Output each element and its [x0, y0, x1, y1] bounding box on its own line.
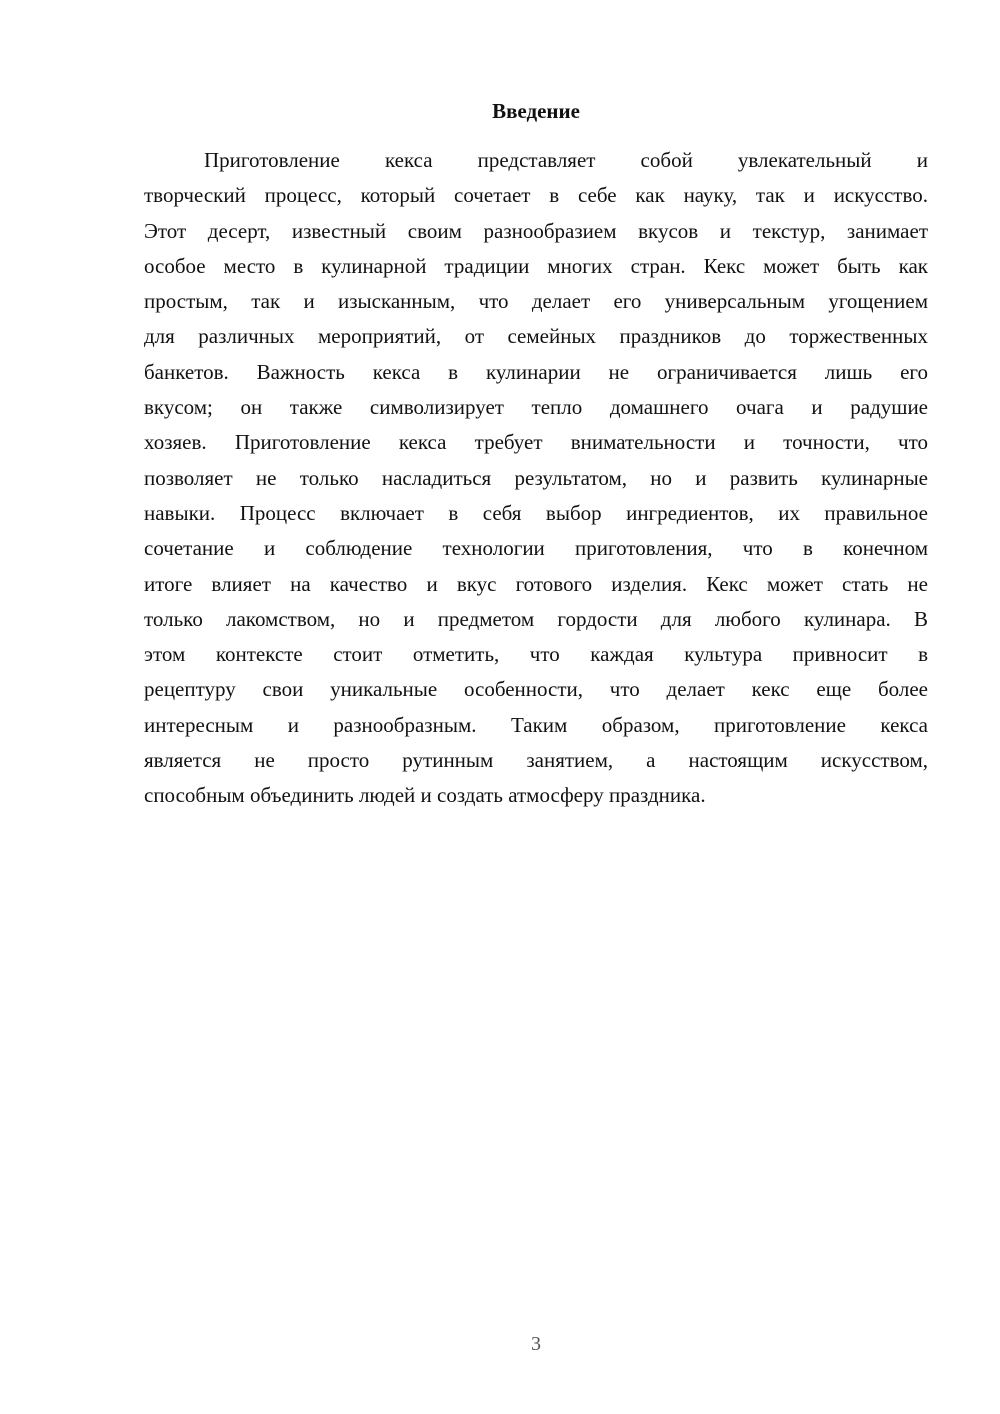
paragraph-line: сочетание и соблюдение технологии приготовления, что в конечном: [144, 536, 928, 561]
paragraph-line: творческий процесс, который сочетает в себе как науку, так и искусство.: [144, 183, 928, 208]
paragraph-line: навыки. Процесс включает в себя выбор ингредиентов, их правильное: [144, 500, 928, 525]
paragraph-line: способным объединить людей и создать атмосферу праздника.: [144, 783, 706, 808]
paragraph-line: этом контексте стоит отметить, что каждая культура привносит в: [144, 642, 928, 667]
paragraph-line: только лакомством, но и предметом гордости для любого кулинара. В: [144, 606, 928, 631]
paragraph-line: является не просто рутинным занятием, а настоящим искусством,: [144, 748, 928, 773]
paragraph-line: рецептуру свои уникальные особенности, что делает кекс еще более: [144, 677, 928, 702]
paragraph-line: Этот десерт, известный своим разнообразием вкусов и текстур, занимает: [144, 218, 928, 243]
paragraph-line: хозяев. Приготовление кекса требует внимательности и точности, что: [144, 430, 928, 455]
section-heading: Введение: [492, 99, 580, 123]
paragraph-line: вкусом; он также символизирует тепло домашнего очага и радушие: [144, 395, 928, 420]
paragraph-line: итоге влияет на качество и вкус готового изделия. Кекс может стать не: [144, 571, 928, 596]
paragraph-line: интересным и разнообразным. Таким образом, приготовление кекса: [144, 712, 928, 737]
page-number: 3: [531, 1333, 541, 1355]
paragraph-line: для различных мероприятий, от семейных праздников до торжественных: [144, 324, 928, 349]
paragraph-line: Приготовление кекса представляет собой увлекательный и: [204, 148, 928, 172]
paragraph-line: простым, так и изысканным, что делает его универсальным угощением: [144, 289, 928, 314]
paragraph-line: позволяет не только насладиться результатом, но и развить кулинарные: [144, 465, 928, 490]
paragraph-line: банкетов. Важность кекса в кулинарии не ограничивается лишь его: [144, 359, 928, 384]
paragraph-line: особое место в кулинарной традиции многих стран. Кекс может быть как: [144, 253, 928, 278]
intro-paragraph: [144, 143, 928, 814]
